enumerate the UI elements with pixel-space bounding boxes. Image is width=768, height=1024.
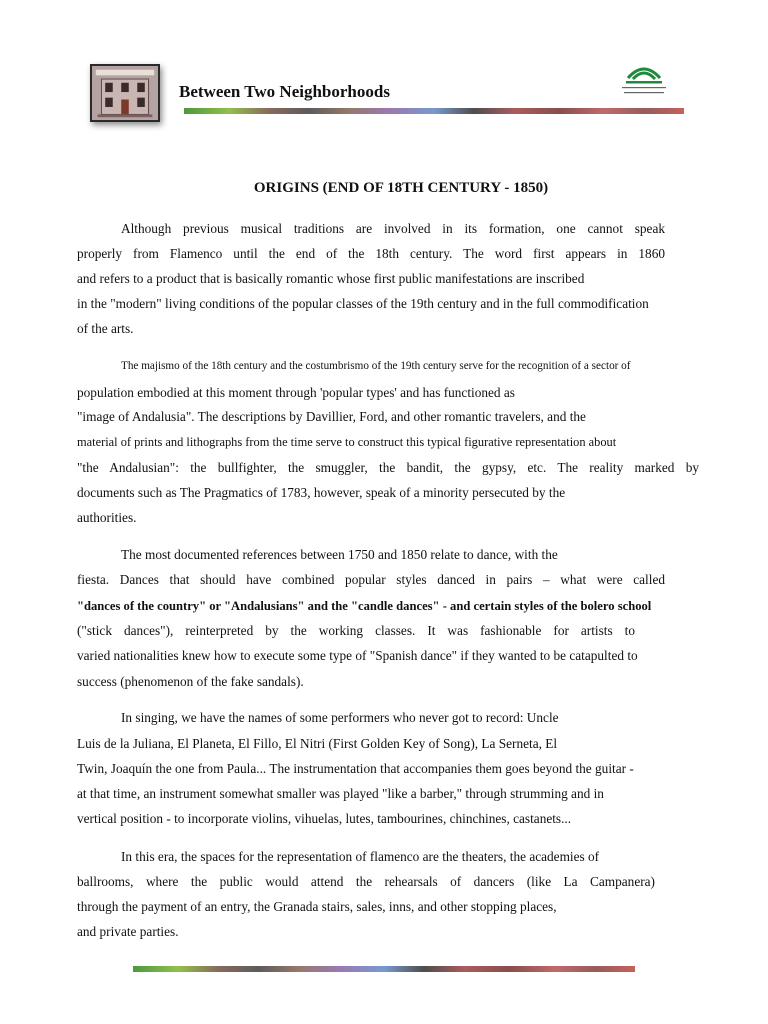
building-facade-icon bbox=[90, 64, 160, 122]
body-line: vertical position - to incorporate violins, vihuelas, lutes, tambourines, chinchines, castanets... bbox=[77, 811, 572, 826]
page-title: ORIGINS (END OF 18TH CENTURY - 1850) bbox=[253, 180, 549, 196]
body-line: of the arts. bbox=[77, 321, 134, 336]
body-line: through the payment of an entry, the Granada stairs, sales, inns, and other stopping places, bbox=[77, 899, 557, 914]
body-line: population embodied at this moment through 'popular types' and has functioned as bbox=[77, 385, 515, 400]
body-line: material of prints and lithographs from the time serve to construct this typical figurative representation about bbox=[77, 435, 617, 449]
header-title: Between Two Neighborhoods bbox=[179, 82, 390, 101]
body-line: In singing, we have the names of some performers who never got to record: Uncle bbox=[121, 710, 559, 725]
body-line: "dances of the country" or "Andalusians" and the "candle dances" - and certain styles of the bolero school bbox=[77, 599, 652, 613]
body-line: authorities. bbox=[77, 510, 137, 525]
body-line: success (phenomenon of the fake sandals). bbox=[77, 674, 304, 689]
body-line: Twin, Joaquín the one from Paula... The instrumentation that accompanies them goes beyond the guitar - bbox=[77, 761, 634, 776]
body-line: documents such as The Pragmatics of 1783, however, speak of a minority persecuted by the bbox=[77, 485, 566, 500]
body-line: Although previous musical traditions are involved in its formation, one cannot speak bbox=[121, 221, 665, 236]
body-line: and refers to a product that is basically romantic whose first public manifestations are inscribed bbox=[77, 271, 585, 286]
header-divider bbox=[184, 108, 684, 114]
body-line: The most documented references between 1750 and 1850 relate to dance, with the bbox=[121, 547, 558, 562]
institution-emblem-icon bbox=[614, 62, 674, 98]
body-line: Luis de la Juliana, El Planeta, El Fillo, El Nitri (First Golden Key of Song), La Serneta, El bbox=[77, 736, 558, 751]
body-line: ballrooms, where the public would attend the rehearsals of dancers (like La Campanera) bbox=[77, 874, 655, 889]
body-line: at that time, an instrument somewhat smaller was played "like a barber," through strumming and in bbox=[77, 786, 604, 801]
body-line: The majismo of the 18th century and the costumbrismo of the 19th century serve for the recognition of a sector of bbox=[121, 360, 631, 372]
body-line: In this era, the spaces for the representation of flamenco are the theaters, the academies of bbox=[121, 849, 600, 864]
body-line: fiesta. Dances that should have combined popular styles danced in pairs – what were called bbox=[77, 572, 665, 587]
body-line: "the Andalusian": the bullfighter, the smuggler, the bandit, the gypsy, etc. The reality marked by bbox=[77, 460, 699, 475]
body-line: "image of Andalusia". The descriptions by Davillier, Ford, and other romantic travelers, and the bbox=[77, 409, 586, 424]
body-line: in the "modern" living conditions of the popular classes of the 19th century and in the full commodification bbox=[77, 296, 649, 311]
body-line: and private parties. bbox=[77, 924, 179, 939]
body-line: varied nationalities knew how to execute some type of "Spanish dance" if they wanted to be catapulted to bbox=[77, 648, 638, 663]
body-line: properly from Flamenco until the end of the 18th century. The word first appears in 1860 bbox=[77, 246, 665, 261]
body-line: ("stick dances"), reinterpreted by the working classes. It was fashionable for artists to bbox=[77, 623, 635, 638]
footer-divider bbox=[133, 966, 635, 972]
